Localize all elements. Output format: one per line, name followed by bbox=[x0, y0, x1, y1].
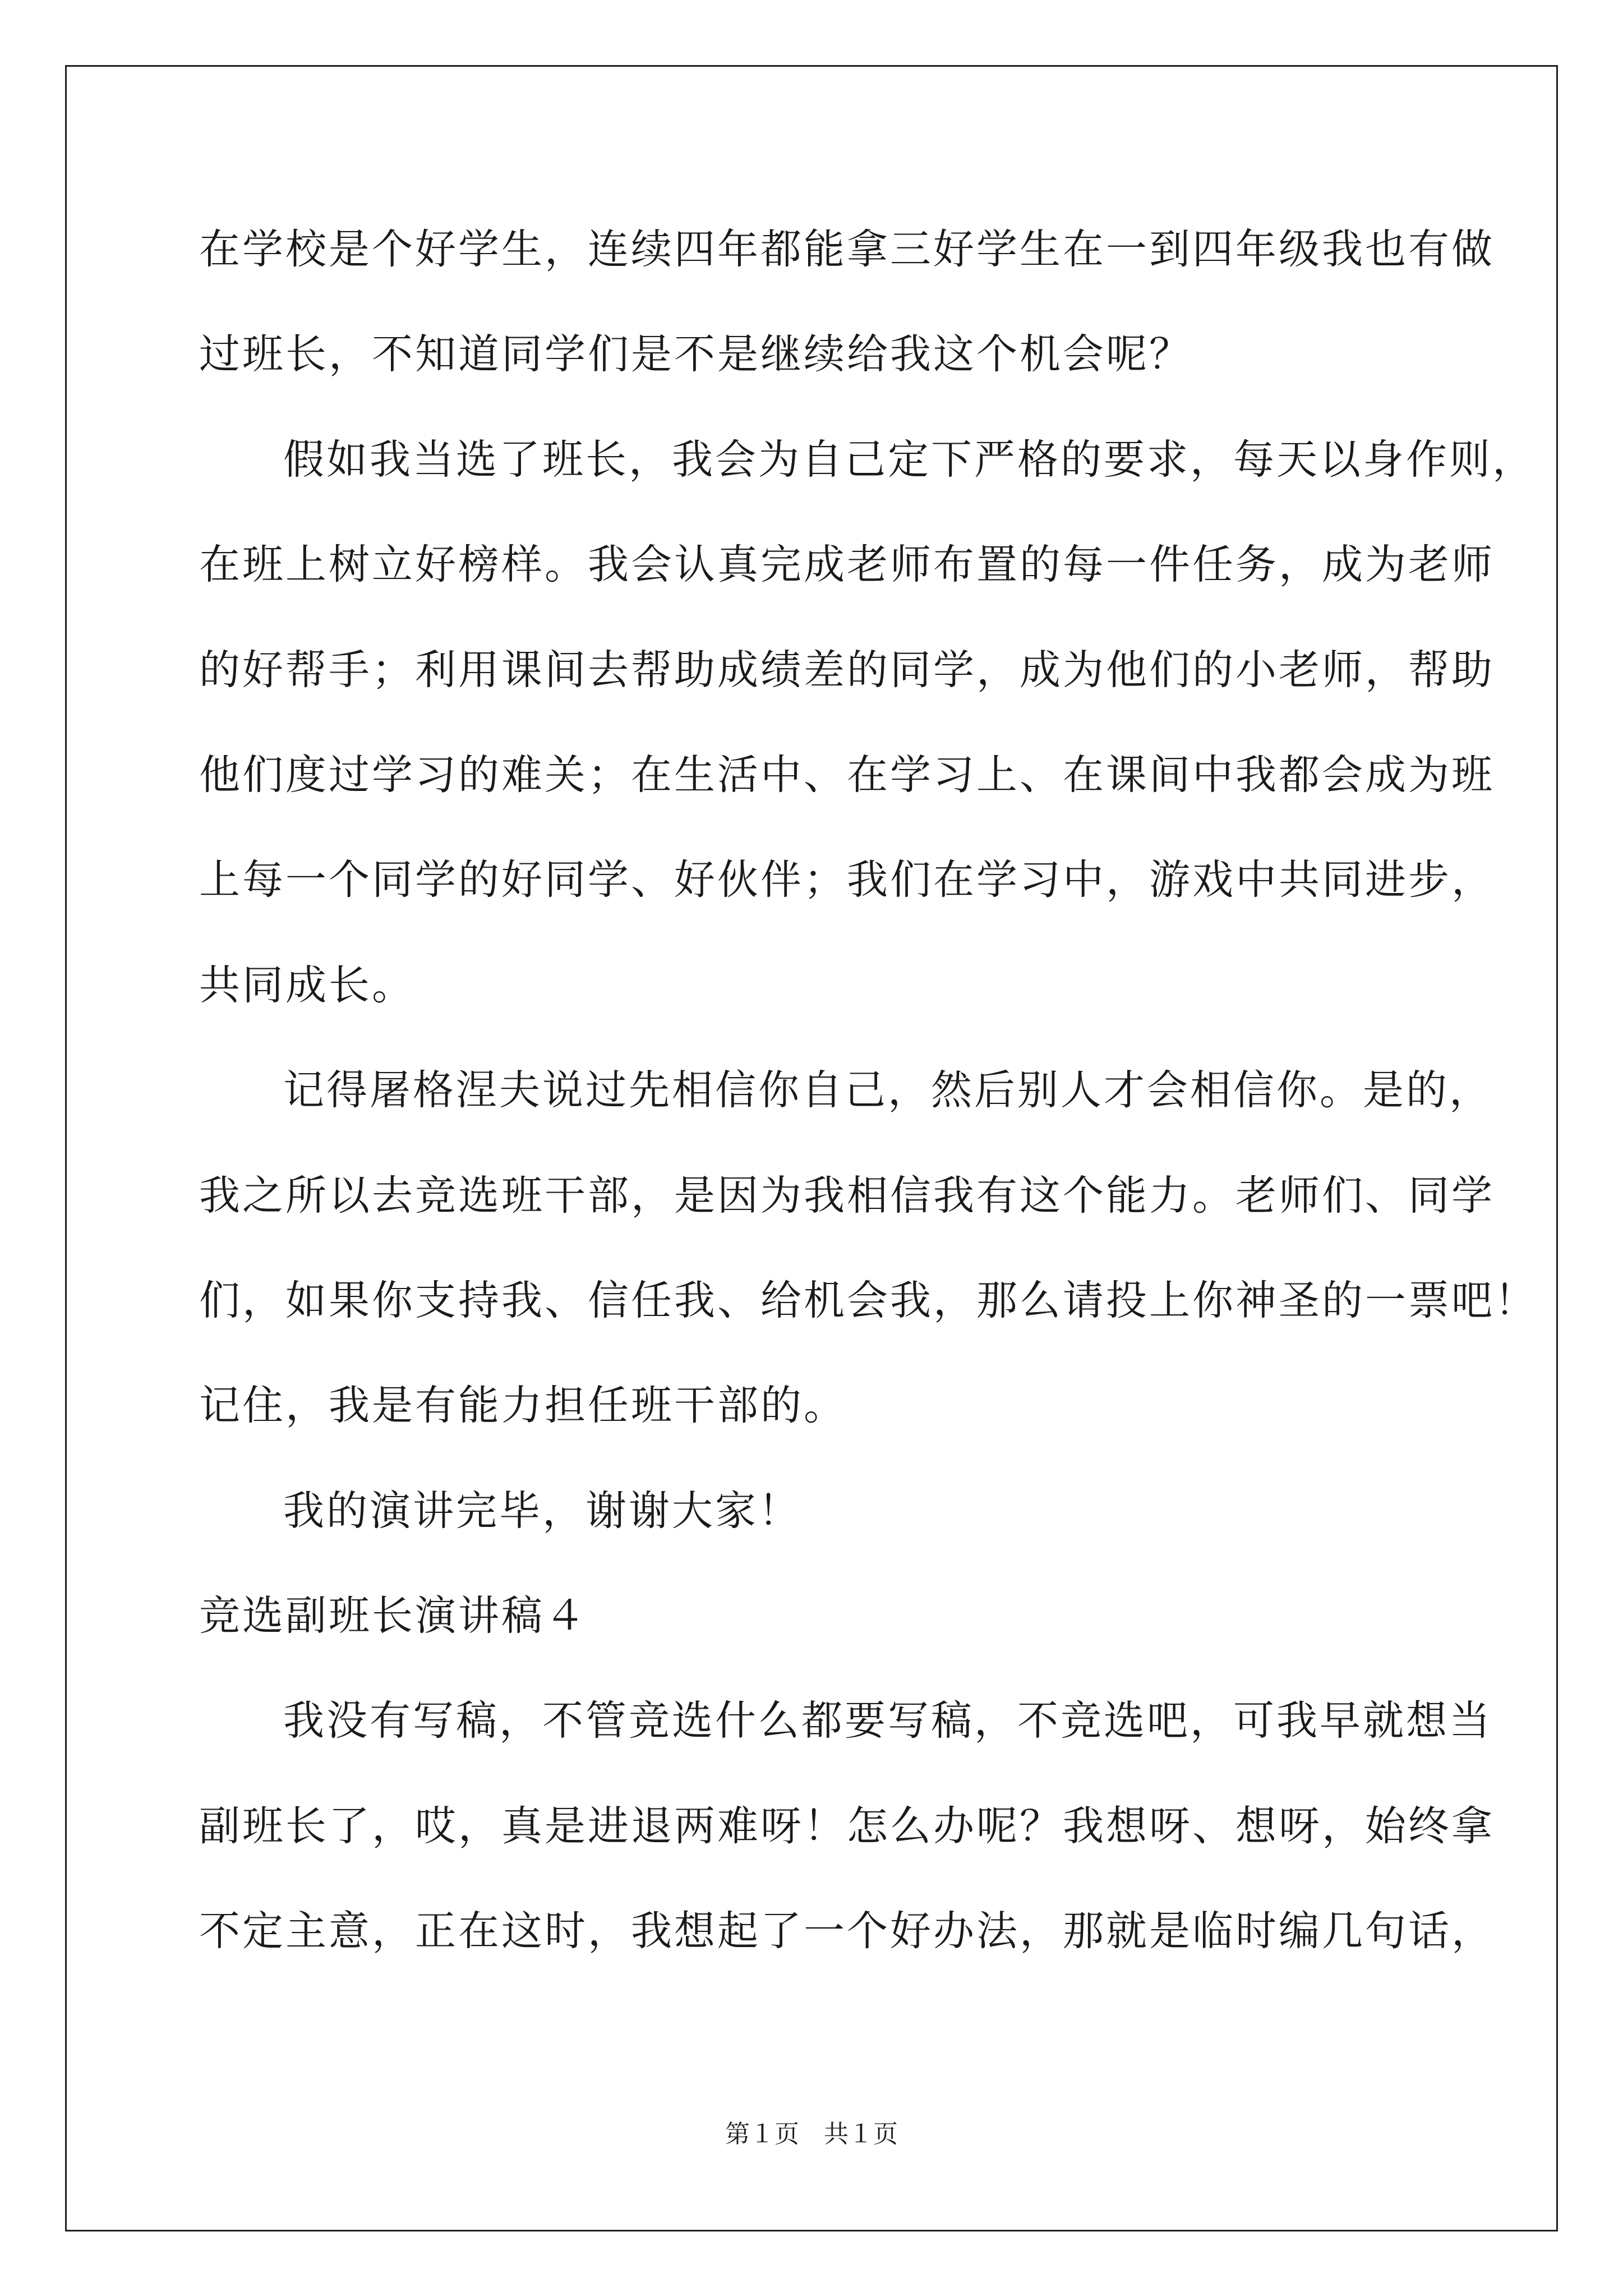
text-line: 在学校是个好学生，连续四年都能拿三好学生在一到四年级我也有做 bbox=[199, 226, 1495, 273]
text-line: 们，如果你支持我、信任我、给机会我，那么请投上你神圣的一票吧！ bbox=[199, 1276, 1538, 1324]
text-line: 副班长了，哎，真是进退两难呀！怎么办呢？我想呀、想呀，始终拿 bbox=[199, 1802, 1495, 1850]
paragraph-start-line: 我的演讲完毕，谢谢大家！ bbox=[283, 1487, 801, 1535]
text-line: 上每一个同学的好同学、好伙伴；我们在学习中，游戏中共同进步， bbox=[199, 856, 1495, 904]
document-body bbox=[199, 213, 1538, 2000]
paragraph-start-line: 假如我当选了班长，我会为自己定下严格的要求，每天以身作则， bbox=[283, 435, 1536, 484]
text-line: 我之所以去竞选班干部，是因为我相信我有这个能力。老师们、同学 bbox=[199, 1171, 1495, 1220]
text-line: 在班上树立好榜样。我会认真完成老师布置的每一件任务，成为老师 bbox=[199, 541, 1495, 589]
paragraph-start-line: 我没有写稿，不管竞选什么都要写稿，不竞选吧，可我早就想当 bbox=[283, 1697, 1492, 1745]
text-line: 不定主意，正在这时，我想起了一个好办法，那就是临时编几句话， bbox=[199, 1907, 1495, 1955]
paragraph-start-line: 记得屠格涅夫说过先相信你自己，然后别人才会相信你。是的， bbox=[283, 1066, 1492, 1115]
text-line: 的好帮手；利用课间去帮助成绩差的同学，成为他们的小老师，帮助 bbox=[199, 646, 1495, 694]
text-line: 他们度过学习的难关；在生活中、在学习上、在课间中我都会成为班 bbox=[199, 751, 1495, 799]
section-heading: 竞选副班长演讲稿４ bbox=[199, 1592, 588, 1640]
page-footer: 第１页 共１页 bbox=[725, 2120, 898, 2148]
text-line: 共同成长。 bbox=[199, 961, 415, 1009]
text-line: 记住，我是有能力担任班干部的。 bbox=[199, 1382, 847, 1430]
text-line: 过班长，不知道同学们是不是继续给我这个机会呢？ bbox=[199, 330, 1192, 379]
